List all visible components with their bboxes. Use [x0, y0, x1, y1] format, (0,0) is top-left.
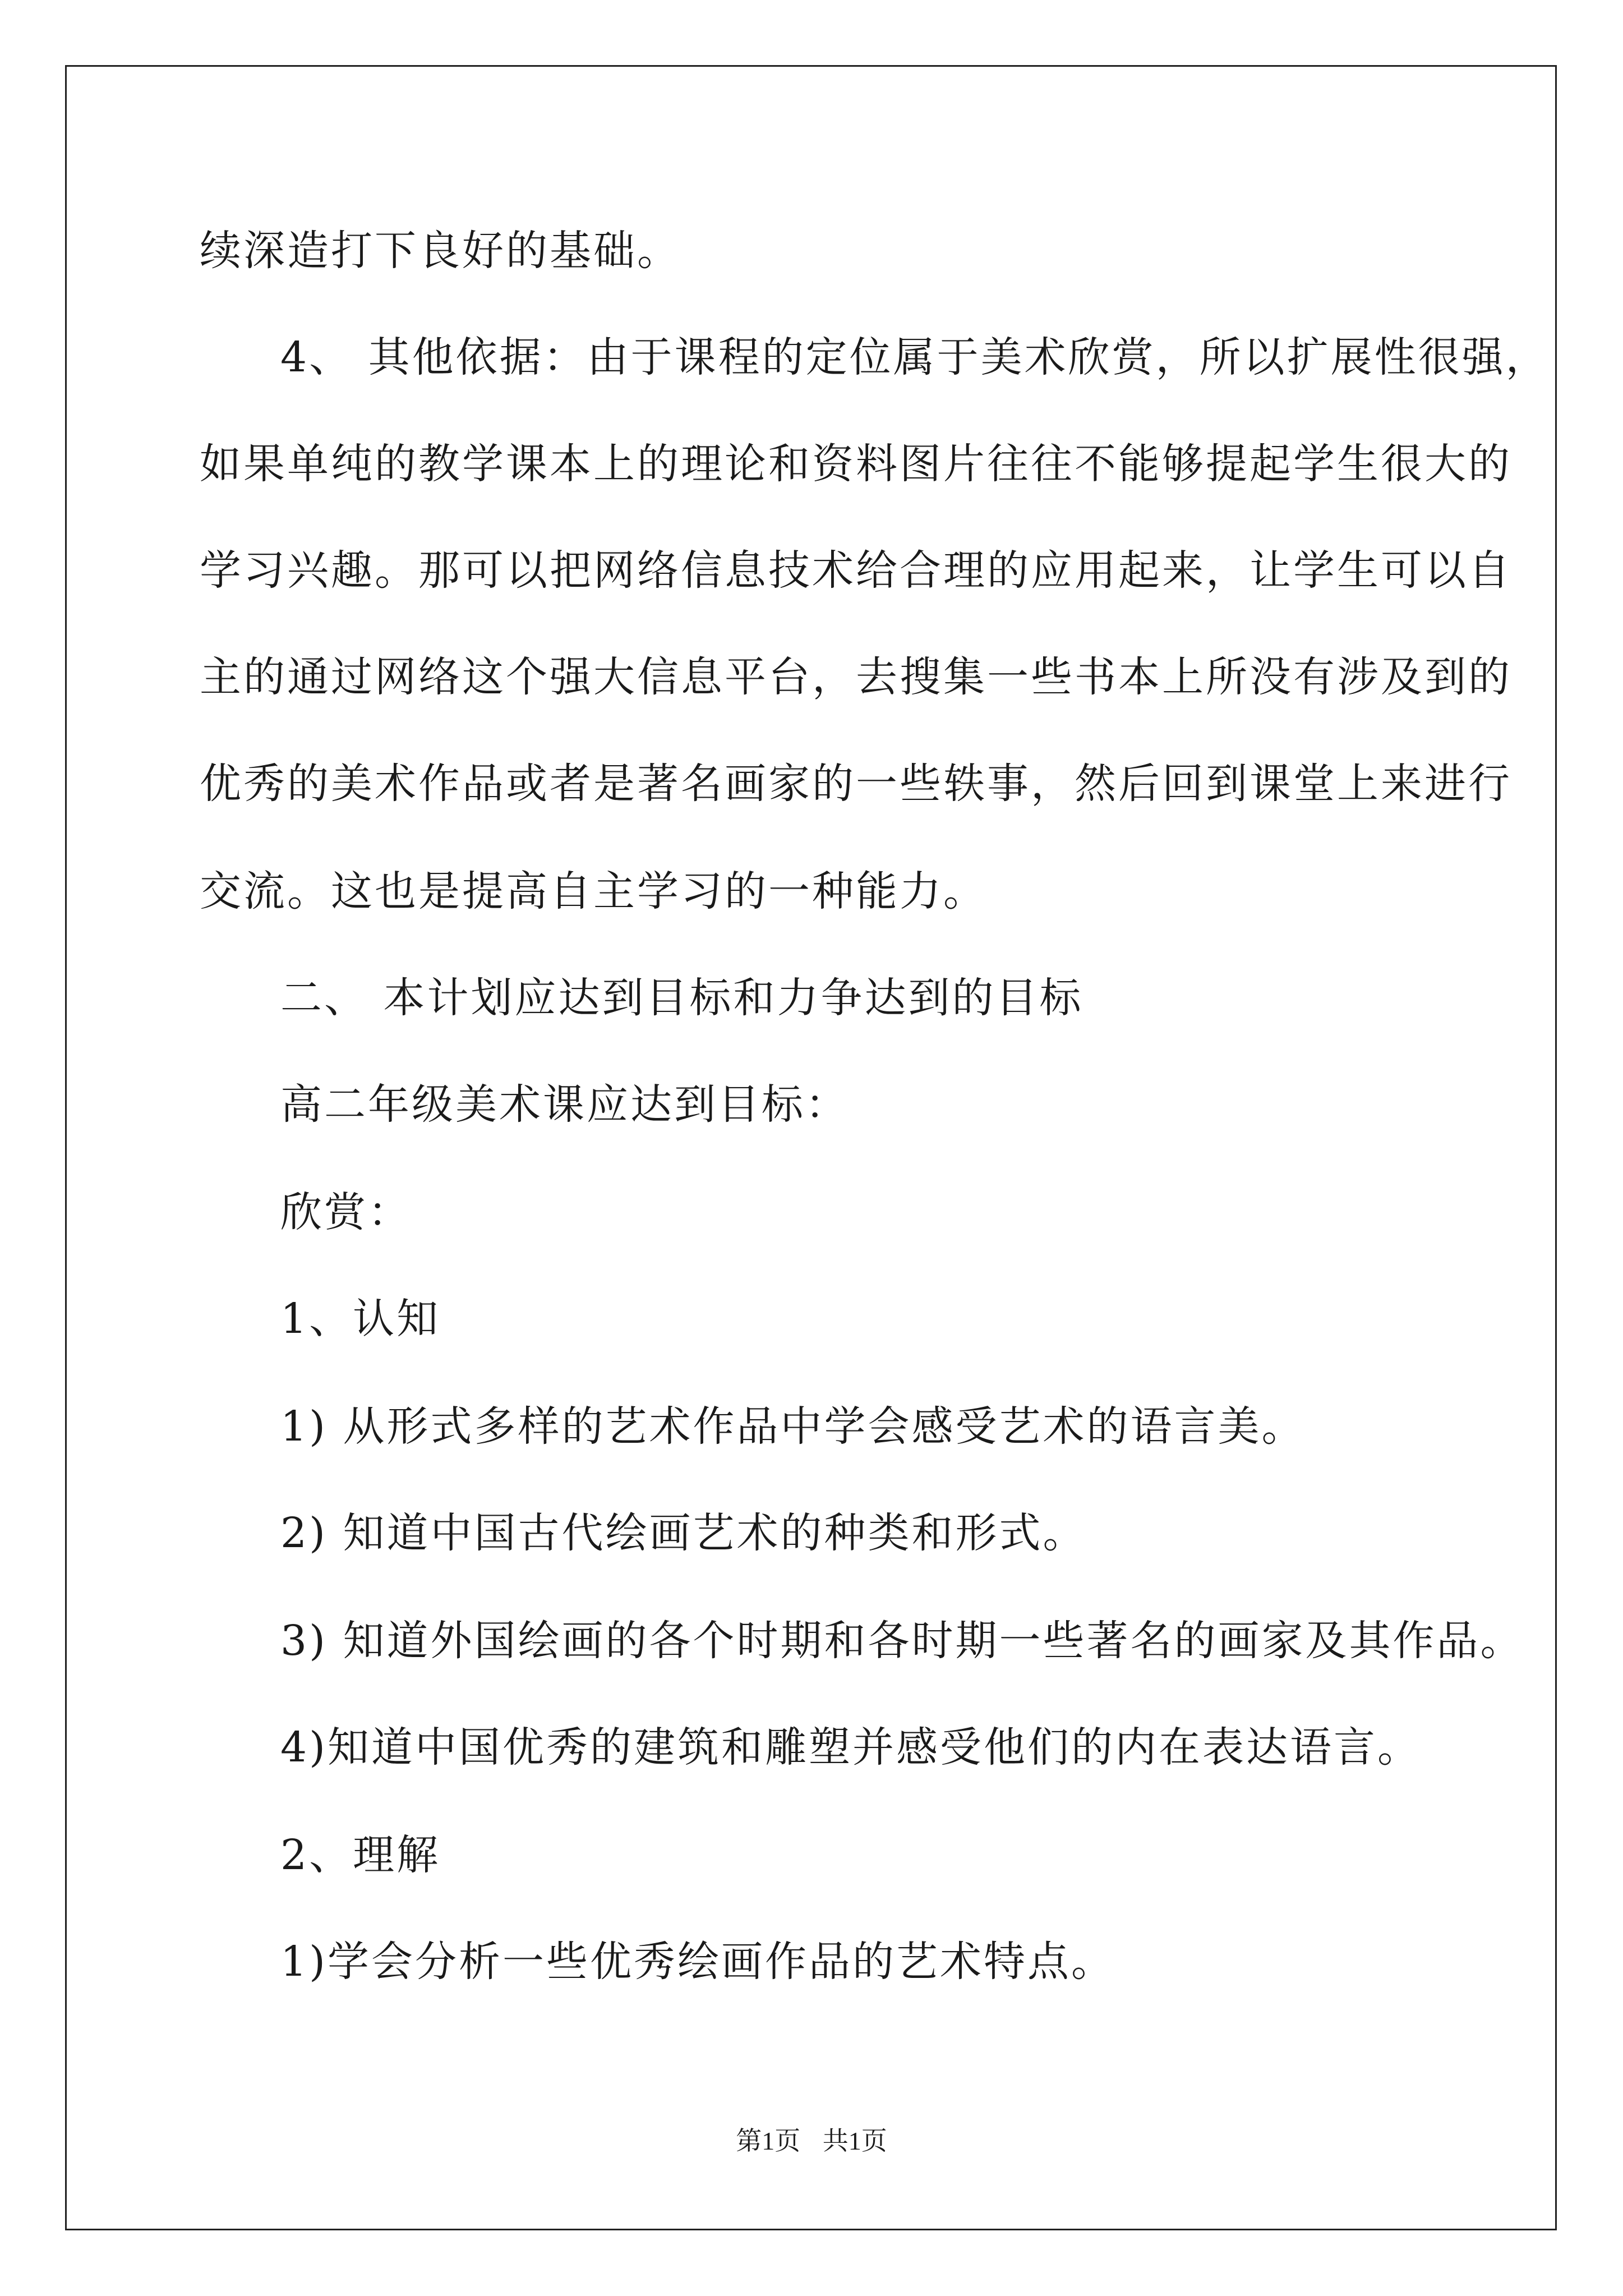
paragraph-line: 主的通过网络这个强大信息平台，去搜集一些书本上所没有涉及到的: [200, 653, 1512, 701]
page-number: 第1页: [736, 2127, 801, 2155]
paragraph-line: 学习兴趣。那可以把网络信息技术给合理的应用起来，让学生可以自: [200, 546, 1512, 595]
paragraph-line: 交流。这也是提高自主学习的一种能力。: [200, 867, 987, 915]
list-item: 1) 从形式多样的艺术作品中学会感受艺术的语言美。: [280, 1402, 1306, 1451]
paragraph-line: 优秀的美术作品或者是著名画家的一些轶事，然后回到课堂上来进行: [200, 760, 1512, 808]
paragraph-line: 欣赏：: [280, 1188, 412, 1236]
paragraph-line: 如果单纯的教学课本上的理论和资料图片往往不能够提起学生很大的: [200, 440, 1512, 488]
paragraph-line: 4、 其他依据：由于课程的定位属于美术欣赏，所以扩展性很强，: [280, 333, 1550, 381]
list-item: 3) 知道外国绘画的各个时期和各时期一些著名的画家及其作品。: [280, 1617, 1524, 1665]
list-item: 1)学会分析一些优秀绘画作品的艺术特点。: [280, 1938, 1115, 1986]
list-item: 4)知道中国优秀的建筑和雕塑并感受他们的内在表达语言。: [280, 1723, 1421, 1772]
page-border: [65, 65, 1557, 2230]
paragraph-line: 续深造打下良好的基础。: [200, 227, 681, 275]
list-heading: 1、认知: [280, 1295, 441, 1343]
paragraph-line: 高二年级美术课应达到目标：: [280, 1080, 849, 1129]
list-heading: 2、理解: [280, 1831, 441, 1879]
section-heading: 二、 本计划应达到目标和力争达到的目标: [280, 974, 1083, 1022]
page-total: 共1页: [822, 2127, 887, 2155]
list-item: 2) 知道中国古代绘画艺术的种类和形式。: [280, 1509, 1087, 1557]
page-footer: [0, 2127, 1623, 2155]
